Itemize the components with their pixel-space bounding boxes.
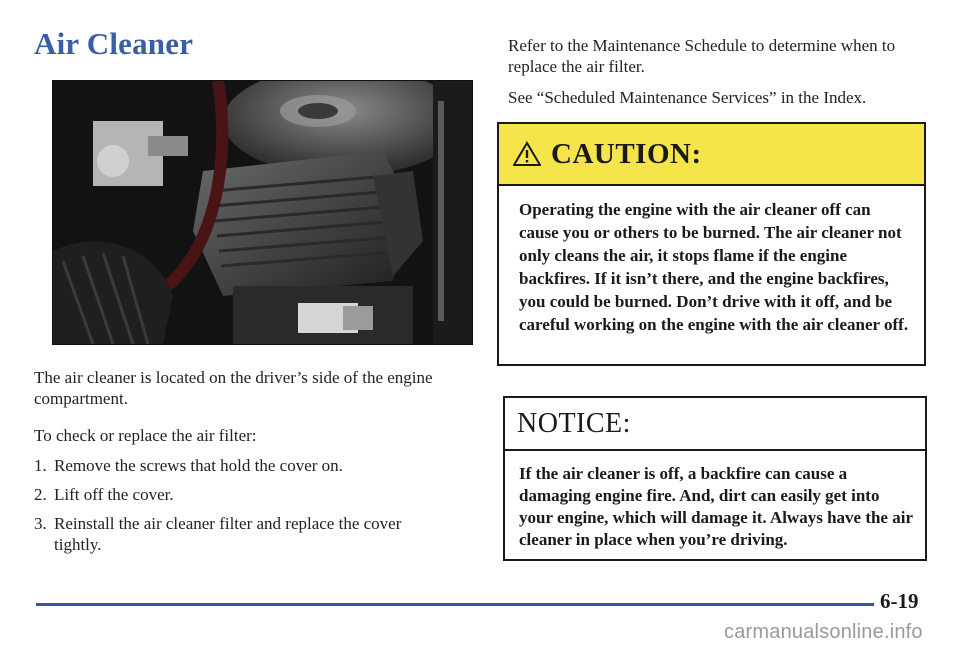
engine-photo-illustration [53, 81, 472, 344]
step-item-2 [34, 484, 454, 505]
caution-header [499, 124, 924, 186]
see-paragraph: See “Scheduled Maintenance Services” in the Index. [508, 88, 867, 107]
step-item-1 [34, 455, 454, 476]
page-title: Air Cleaner [34, 26, 194, 61]
page-number: 6-19 [880, 589, 919, 613]
step-text: Lift off the cover. [54, 485, 174, 504]
step-text: Remove the screws that hold the cover on. [54, 456, 343, 475]
step-number: 1. [34, 456, 47, 475]
warning-triangle-icon [513, 141, 541, 167]
step-text: Reinstall the air cleaner filter and replace the cover tightly. [54, 514, 402, 554]
footer-rule [36, 603, 874, 606]
steps-intro: To check or replace the air filter: [34, 426, 257, 445]
refer-paragraph: Refer to the Maintenance Schedule to determine when to replace the air filter. [508, 36, 896, 76]
notice-box [503, 396, 927, 561]
step-number: 3. [34, 514, 47, 533]
location-paragraph: The air cleaner is located on the driver’s side of the engine compartment. [34, 368, 433, 408]
notice-text: If the air cleaner is off, a backfire can cause a damaging engine fire. And, dirt can easily get into your engine, which will damage it. Always have the air cleaner in place when you’re driving. [519, 464, 913, 549]
step-item-3 [34, 513, 454, 555]
notice-label: NOTICE: [517, 407, 631, 439]
caution-box [497, 122, 926, 366]
watermark: carmanualsonline.info [724, 621, 923, 643]
caution-label: CAUTION: [551, 137, 702, 170]
engine-air-cleaner-photo [52, 80, 473, 345]
step-number: 2. [34, 485, 47, 504]
notice-header [505, 398, 925, 451]
caution-text: Operating the engine with the air cleaner off can cause you or others to be burned. The air cleaner not only cleans the air, it stops flame if the engine backfires. If it isn’t there, and the engine backfires, you could be burned. Don’t drive with it off, and be careful working on the engine with the air cleaner off. [519, 200, 909, 334]
